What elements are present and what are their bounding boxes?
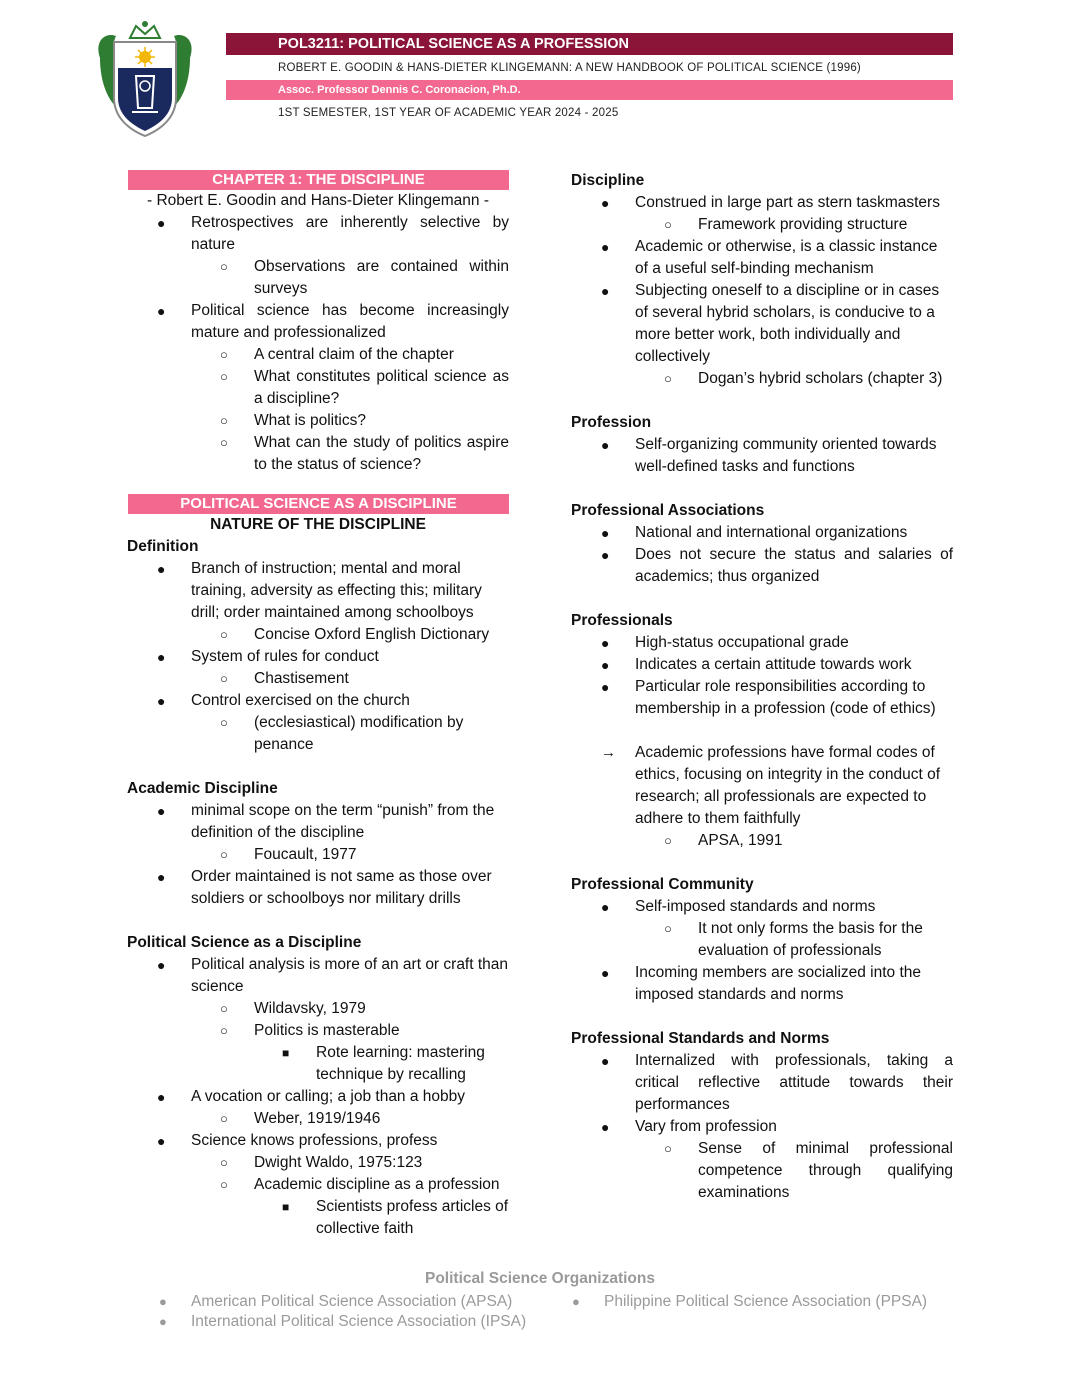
list-item: ○ Wildavsky, 1979 <box>127 998 509 1020</box>
list-item: ● Internalized with professionals, taking a critical reflective attitude towards their performances <box>571 1050 953 1116</box>
list-item: ● Science knows professions, profess <box>127 1130 509 1152</box>
bullet-dot-icon: ● <box>601 195 610 211</box>
bullet-dot-icon: ● <box>601 437 610 453</box>
bullet-dot-icon: ● <box>601 965 610 981</box>
bullet-dot-icon: ● <box>157 1133 166 1149</box>
academic-discipline-heading: Academic Discipline <box>127 780 278 797</box>
semester-text: 1ST SEMESTER, 1ST YEAR OF ACADEMIC YEAR 2024 - 2025 <box>278 107 619 119</box>
list-item: ● Does not secure the status and salaries of academics; thus organized <box>571 544 953 588</box>
bullet-circle-icon: ○ <box>664 217 672 232</box>
list-item: ○ Politics is masterable <box>127 1020 509 1042</box>
section-title-pink: POLITICAL SCIENCE AS A DISCIPLINE <box>128 494 509 514</box>
professor-name: Assoc. Professor Dennis C. Coronacion, Ph.D. <box>278 84 521 96</box>
bullet-circle-icon: ○ <box>220 369 228 384</box>
profession-heading: Profession <box>571 414 652 431</box>
org-item-ipsa: ● International Political Science Association (IPSA) <box>159 1313 527 1330</box>
list-item: ● Order maintained is not same as those over soldiers or schoolboys nor military drills <box>127 866 509 910</box>
list-item: ● Academic or otherwise, is a classic instance of a useful self-binding mechanism <box>571 236 953 280</box>
bullet-dot-icon: ● <box>157 1089 166 1105</box>
bullet-circle-icon: ○ <box>664 1141 672 1156</box>
list-item: ○ Dogan’s hybrid scholars (chapter 3) <box>571 368 953 390</box>
semester-line <box>226 103 953 123</box>
bullet-circle-icon: ○ <box>220 715 228 730</box>
list-item: ● Branch of instruction; mental and moral training, adversity as effecting this; military drill; order maintained among schoolboys <box>127 558 509 624</box>
list-item: ● System of rules for conduct <box>127 646 509 668</box>
bullet-dot-icon: ● <box>157 869 166 885</box>
org-item-apsa: ● American Political Science Association (APSA) <box>159 1293 513 1310</box>
list-item: ● National and international organizations <box>571 522 953 544</box>
discipline-heading: Discipline <box>571 172 645 189</box>
bullet-dot-icon: ● <box>159 1314 167 1329</box>
bullet-circle-icon: ○ <box>220 435 228 450</box>
source-line <box>226 58 953 78</box>
list-item: ● minimal scope on the term “punish” from the definition of the discipline <box>127 800 509 844</box>
list-item: ○ Framework providing structure <box>571 214 953 236</box>
bullet-dot-icon: ● <box>157 215 166 231</box>
list-item: ● High-status occupational grade <box>571 632 953 654</box>
chapter-authors: - Robert E. Goodin and Hans-Dieter Klingemann - <box>146 192 490 209</box>
list-item: ○ Observations are contained within surveys <box>127 256 509 300</box>
list-item: ○ A central claim of the chapter <box>127 344 509 366</box>
list-item: ○ Sense of minimal professional competence through qualifying examinations <box>571 1138 953 1204</box>
bullet-dot-icon: ● <box>601 679 610 695</box>
list-item: ○ Weber, 1919/1946 <box>127 1108 509 1130</box>
professional-associations-heading: Professional Associations <box>571 502 765 519</box>
bullet-dot-icon: ● <box>601 283 610 299</box>
bullet-circle-icon: ○ <box>220 347 228 362</box>
bullet-circle-icon: ○ <box>220 1155 228 1170</box>
list-item: ○ It not only forms the basis for the evaluation of professionals <box>571 918 953 962</box>
bullet-dot-icon: ● <box>601 525 610 541</box>
bullet-square-icon: ■ <box>282 1046 290 1060</box>
bullet-circle-icon: ○ <box>220 1111 228 1126</box>
bullet-dot-icon: ● <box>601 1119 610 1135</box>
bullet-dot-icon: ● <box>157 803 166 819</box>
list-item: ○ Chastisement <box>127 668 509 690</box>
course-title: POL3211: POLITICAL SCIENCE AS A PROFESSION <box>278 36 630 52</box>
bullet-dot-icon: ● <box>157 649 166 665</box>
list-item: ● Particular role responsibilities according to membership in a profession (code of ethics) <box>571 676 953 720</box>
nature-title: NATURE OF THE DISCIPLINE <box>210 516 426 533</box>
bullet-circle-icon: ○ <box>220 259 228 274</box>
ps-discipline-heading: Political Science as a Discipline <box>127 934 362 951</box>
list-item: ● Incoming members are socialized into the imposed standards and norms <box>571 962 953 1006</box>
chapter-title: CHAPTER 1: THE DISCIPLINE <box>128 170 509 190</box>
bullet-dot-icon: ● <box>159 1294 167 1309</box>
list-item: ● Retrospectives are inherently selective by nature <box>127 212 509 256</box>
bullet-dot-icon: ● <box>601 547 610 563</box>
bullet-circle-icon: ○ <box>220 1177 228 1192</box>
list-item: ● Control exercised on the church <box>127 690 509 712</box>
bullet-dot-icon: ● <box>157 561 166 577</box>
list-item: ○ Dwight Waldo, 1975:123 <box>127 1152 509 1174</box>
bullet-circle-icon: ○ <box>664 833 672 848</box>
bullet-dot-icon: ● <box>572 1294 580 1309</box>
professionals-heading: Professionals <box>571 612 673 629</box>
bullet-dot-icon: ● <box>601 899 610 915</box>
list-item: ● Political analysis is more of an art or craft than science <box>127 954 509 998</box>
bullet-circle-icon: ○ <box>220 1023 228 1038</box>
left-column <box>127 170 509 1240</box>
bullet-circle-icon: ○ <box>664 921 672 936</box>
list-item: ● Political science has become increasingly mature and professionalized <box>127 300 509 344</box>
course-title-bar <box>226 33 953 55</box>
arrow-right-icon: → <box>601 744 616 761</box>
bullet-square-icon: ■ <box>282 1200 290 1214</box>
definition-heading: Definition <box>127 538 199 555</box>
right-column <box>571 170 953 1204</box>
organizations-section <box>0 1268 1080 1291</box>
bullet-dot-icon: ● <box>157 957 166 973</box>
bullet-circle-icon: ○ <box>220 671 228 686</box>
bullet-dot-icon: ● <box>157 693 166 709</box>
bullet-dot-icon: ● <box>601 1053 610 1069</box>
list-item: ○ What constitutes political science as a discipline? <box>127 366 509 410</box>
list-item: ● Indicates a certain attitude towards work <box>571 654 953 676</box>
professional-community-heading: Professional Community <box>571 876 754 893</box>
professional-standards-heading: Professional Standards and Norms <box>571 1030 830 1047</box>
org-item-ppsa: ● Philippine Political Science Association (PPSA) <box>572 1293 928 1310</box>
bullet-dot-icon: ● <box>157 303 166 319</box>
list-item: ○ Concise Oxford English Dictionary <box>127 624 509 646</box>
list-item: ○ APSA, 1991 <box>571 830 953 852</box>
bullet-dot-icon: ● <box>601 635 610 651</box>
bullet-circle-icon: ○ <box>220 1001 228 1016</box>
list-item: ■ Scientists profess articles of collective faith <box>127 1196 509 1240</box>
bullet-circle-icon: ○ <box>664 371 672 386</box>
organizations-heading: Political Science Organizations <box>425 1270 655 1287</box>
list-item: ○ What is politics? <box>127 410 509 432</box>
list-item: ● A vocation or calling; a job than a hobby <box>127 1086 509 1108</box>
list-item: ● Subjecting oneself to a discipline or in cases of several hybrid scholars, is conducive to a more better work, both individually and collectively <box>571 280 953 368</box>
bullet-dot-icon: ● <box>601 239 610 255</box>
professor-bar <box>226 80 953 100</box>
list-item: ● Construed in large part as stern taskmasters <box>571 192 953 214</box>
bullet-circle-icon: ○ <box>220 847 228 862</box>
list-item: → Academic professions have formal codes of ethics, focusing on integrity in the conduct of research; all professionals are expected to adhere to them faithfully <box>571 742 953 830</box>
list-item: ○ Foucault, 1977 <box>127 844 509 866</box>
source-text: ROBERT E. GOODIN & HANS-DIETER KLINGEMANN: A NEW HANDBOOK OF POLITICAL SCIENCE (1996) <box>278 62 861 74</box>
list-item: ● Vary from profession <box>571 1116 953 1138</box>
list-item: ● Self-imposed standards and norms <box>571 896 953 918</box>
list-item: ○ What can the study of politics aspire to the status of science? <box>127 432 509 476</box>
list-item: ● Self-organizing community oriented towards well-defined tasks and functions <box>571 434 953 478</box>
bullet-dot-icon: ● <box>601 657 610 673</box>
university-crest-logo <box>92 18 198 140</box>
bullet-circle-icon: ○ <box>220 627 228 642</box>
list-item: ■ Rote learning: mastering technique by recalling <box>127 1042 509 1086</box>
list-item: ○ (ecclesiastical) modification by penance <box>127 712 509 756</box>
list-item: ○ Academic discipline as a profession <box>127 1174 509 1196</box>
bullet-circle-icon: ○ <box>220 413 228 428</box>
